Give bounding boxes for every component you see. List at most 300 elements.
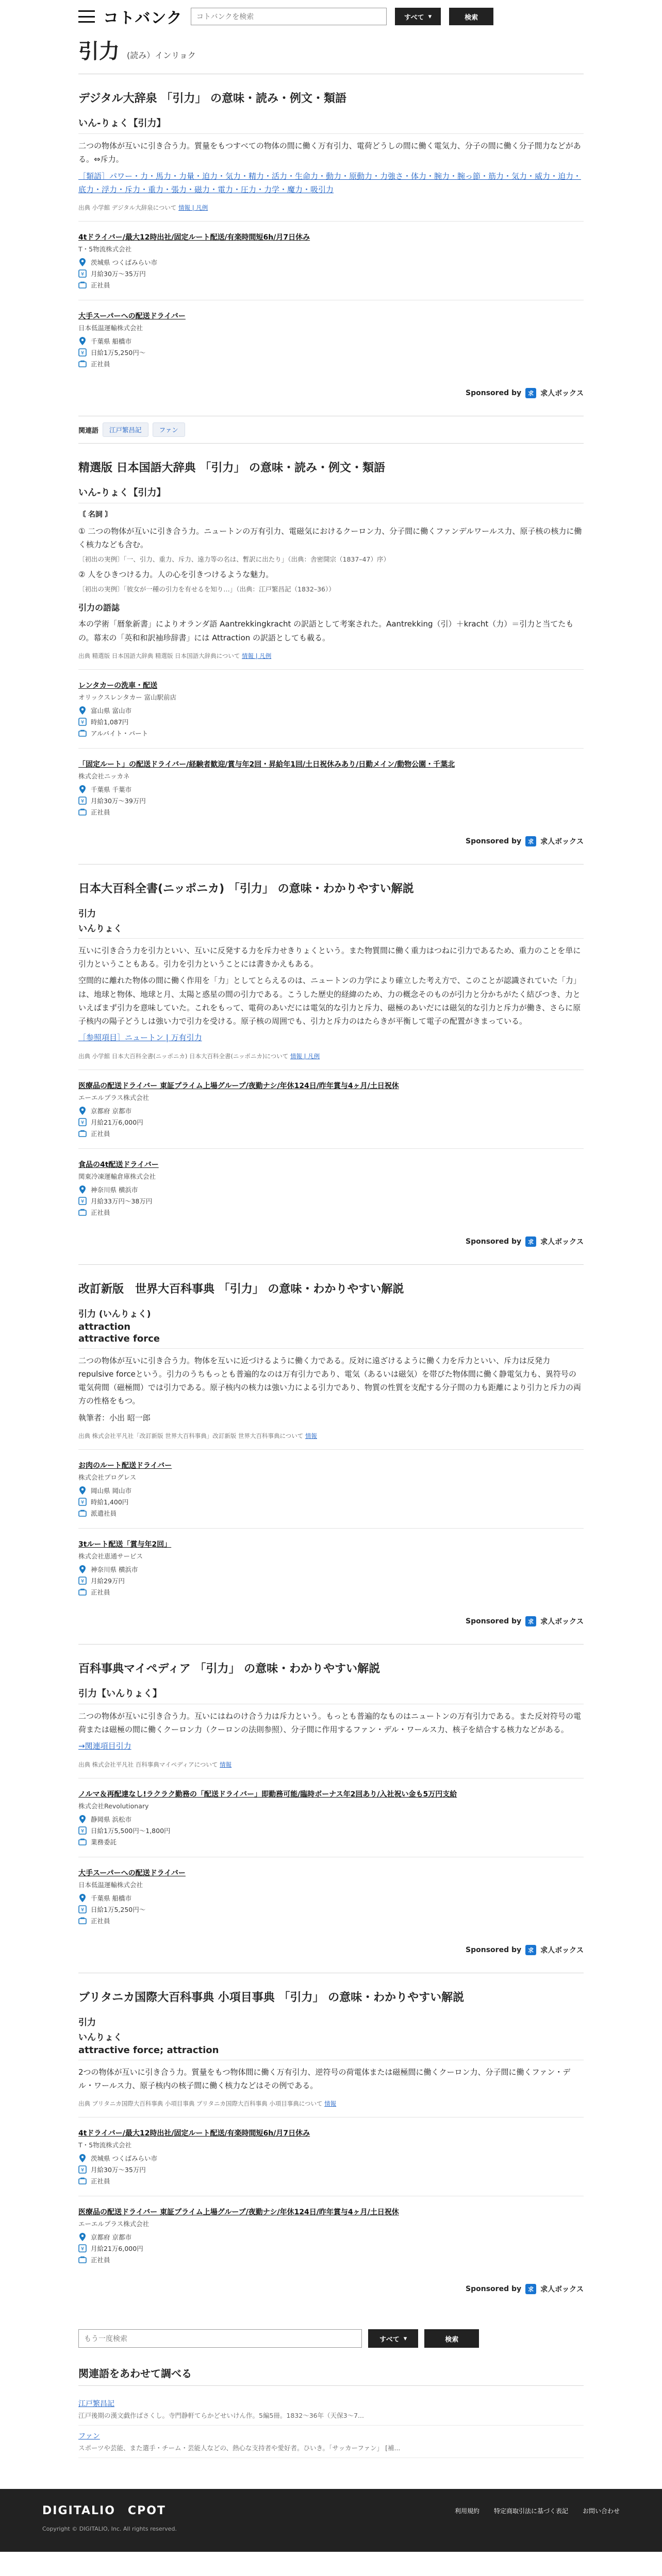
- chevron-down-icon: ▾: [403, 2334, 407, 2343]
- job-location-row: [78, 1565, 584, 1574]
- briefcase-icon: [78, 1129, 87, 1138]
- svg-text:¥: ¥: [80, 1907, 85, 1913]
- briefcase-icon: [78, 360, 87, 368]
- job-location-row: [78, 785, 584, 794]
- entry-source: [78, 204, 584, 212]
- map-pin-icon: [78, 337, 87, 345]
- job-location: 茨城県 つくばみらい市: [91, 259, 157, 266]
- see-also-links[interactable]: ［参照項目］ニュートン | 万有引力: [78, 1033, 202, 1043]
- map-pin-icon: [78, 1486, 87, 1495]
- job-location: 京都府 京都市: [91, 2233, 131, 2241]
- job-title[interactable]: お肉のルート配送ドライバー: [78, 1461, 172, 1470]
- definition-text: ② 人をひきつける力。人の心を引きつけるような魅力。: [78, 570, 274, 579]
- sponsor-credit[interactable]: [78, 1236, 584, 1247]
- yen-icon: [78, 1197, 87, 1205]
- author-credit: 執筆者：小出 昭一郎: [78, 1413, 151, 1422]
- job-location-row: [78, 1486, 584, 1495]
- yen-icon: [78, 1577, 87, 1585]
- job-location-row: [78, 258, 584, 267]
- headword: 引力: [78, 2017, 96, 2028]
- sponsor-label: Sponsored by: [466, 2285, 522, 2293]
- headword: いん‐りょく【引力】: [78, 485, 584, 503]
- footer-link-commerce[interactable]: 特定商取引法に基づく表記: [493, 2507, 568, 2515]
- job-salary: 日給1万5,250円〜: [91, 349, 146, 357]
- job-location: 富山県 富山市: [91, 706, 131, 715]
- kyujin-box-logo: 求: [525, 388, 536, 398]
- job-salary: 月給30万〜35万円: [91, 2166, 146, 2174]
- job-company: 日本低温運輸株式会社: [78, 1880, 143, 1889]
- chevron-down-icon: ▾: [428, 12, 432, 21]
- entry-title-source: 改訂新版 世界大百科事典: [78, 1282, 215, 1296]
- job-title[interactable]: 4tドライバー/最大12時出社/固定ルート配送/有楽時間短6h/月7日休み: [78, 233, 310, 242]
- search-scope-select[interactable]: [395, 8, 441, 25]
- entry-title-source: デジタル大辞泉: [78, 92, 157, 105]
- definition-text: 二つの物体が互いに引き合う力。質量をもつすべての物体の間に働く万有引力、電荷どうしの間に働く電気力、分子の間に働く分子間力などがある。⇔斥力。: [78, 141, 581, 164]
- svg-text:¥: ¥: [80, 272, 85, 277]
- footer-logos: [42, 2504, 166, 2517]
- job-company: エーエルプラス株式会社: [78, 1093, 150, 1101]
- bottom-search-input[interactable]: [78, 2329, 362, 2348]
- etymology-text: 本の学術「暦象新書」によりオランダ語 Aantrekkingkracht の訳語として考案された。Aantrekking（引）＋kracht（力）＝引力と当てたもの。幕末の「英和和訳袖珍辞書」には Attraction の訳語としても載る。: [78, 619, 574, 642]
- job-salary-row: [78, 348, 584, 357]
- footer-links: [455, 2506, 620, 2515]
- source-info-link[interactable]: 情報: [220, 1760, 232, 1768]
- job-type: 正社員: [91, 1917, 110, 1925]
- job-location-row: [78, 706, 584, 715]
- svg-text:¥: ¥: [80, 1499, 85, 1505]
- source-text: 出典 小学館 デジタル大辞泉について: [78, 204, 177, 211]
- definition-text: 二つの物体が互いに引き合う力。互いにはねのけ合う力は斥力という。もっとも普遍的なものはニュートンの万有引力である。また反対符号の電荷または磁極の間に働くクーロン力（クーロンの法則参照）、分子間に作用するファン・デル・ワールス力、核子を結合する核力などがある。: [78, 1711, 582, 1734]
- entry-body: [78, 1354, 584, 1425]
- sponsor-brand: 求人ボックス: [540, 389, 584, 398]
- source-info-link[interactable]: 情報: [305, 1432, 317, 1439]
- page-heading: [78, 27, 584, 74]
- map-pin-icon: [78, 258, 87, 266]
- yen-icon: [78, 718, 87, 726]
- job-title[interactable]: 3tルート配送「賞与年2回」: [78, 1540, 172, 1549]
- menu-icon[interactable]: [78, 10, 95, 23]
- entry-body: [78, 509, 584, 645]
- job-ads: [78, 1449, 584, 1626]
- definition-text: 二つの物体が互いに引き合う力。物体を互いに近づけるように働く力である。反対に遠ざけるように働く力を斥力といい、斥力は反発力repulsive forceという。引力のうちもっとも普遍的なのは万有引力であり、電気（あるいは磁気）を帯びた物体間に働く静電気力も、異符号の電気荷間（磁極間）では引力である。原子核内の核力は強い力による引力であり、物質の性質を支配する分子間の力も距離により引力と斥力の両方の性格をもつ。: [78, 1355, 582, 1406]
- job-salary: 月給29万円: [91, 1577, 125, 1585]
- job-location-row: [78, 2232, 584, 2242]
- job-type-row: [78, 2255, 584, 2264]
- job-salary-row: [78, 1905, 584, 1914]
- map-pin-icon: [78, 1565, 87, 1573]
- entry-sekai-daihyakka: [78, 1265, 584, 1645]
- source-info-link[interactable]: 情報: [324, 2100, 337, 2107]
- entry-nipponica: [78, 865, 584, 1265]
- job-card[interactable]: [78, 2196, 584, 2275]
- map-pin-icon: [78, 785, 87, 793]
- entry-title-term: 「引力」: [218, 1282, 264, 1296]
- briefcase-icon: [78, 729, 87, 737]
- job-salary: 月給21万6,000円: [91, 1118, 143, 1126]
- job-location-row: [78, 1106, 584, 1115]
- related-section-title: 関連語をあわせて調べる: [78, 2365, 584, 2386]
- sponsor-brand: 求人ボックス: [540, 1946, 584, 1955]
- sponsor-credit[interactable]: [78, 2284, 584, 2294]
- sponsor-brand: 求人ボックス: [540, 1238, 584, 1246]
- job-salary: 日給1万5,250円〜: [91, 1905, 146, 1913]
- job-title[interactable]: ノルマ＆再配達なし!ラクラク勤務の「配送ドライバー」即勤務可能/臨時ボーナス年2回あり/入社祝い金も5万円支給: [78, 1790, 457, 1799]
- job-type-row: [78, 728, 584, 738]
- map-pin-icon: [78, 1107, 87, 1115]
- entry-body: [78, 2065, 584, 2093]
- svg-text:¥: ¥: [80, 1198, 85, 1205]
- job-type: 正社員: [91, 360, 110, 368]
- job-salary: 月給33万円〜38万円: [91, 1197, 153, 1205]
- source-text: 出典 小学館 日本大百科全書(ニッポニカ) 日本大百科全書(ニッポニカ)について: [78, 1052, 289, 1060]
- job-type-row: [78, 1509, 584, 1518]
- job-location-row: [78, 1893, 584, 1903]
- source-text: 出典 ブリタニカ国際大百科事典 小項目事典 ブリタニカ国際大百科事典 小項目事典について: [78, 2100, 323, 2107]
- source-text: 出典 精選版 日本国語大辞典 精選版 日本国語大辞典について: [78, 652, 240, 659]
- headword: 引力【いんりょく】: [78, 1686, 584, 1704]
- cpot-logo[interactable]: CPOT: [127, 2504, 166, 2517]
- job-card[interactable]: [78, 669, 584, 748]
- headword-reading: いんりょく: [78, 2032, 122, 2043]
- yen-icon: [78, 269, 87, 278]
- job-type-row: [78, 1129, 584, 1138]
- related-terms-label: 関連語: [78, 427, 99, 435]
- entry-title-term: 「引力」: [194, 1662, 240, 1675]
- related-term-tag[interactable]: ファン: [153, 422, 185, 437]
- job-location: 千葉県 船橋市: [91, 1894, 131, 1902]
- job-type: 正社員: [91, 2256, 110, 2264]
- entry-title: [78, 1660, 584, 1676]
- entry-title-suffix: の意味・わかりやすい解説: [277, 882, 414, 895]
- top-bar: [78, 6, 584, 27]
- job-location-row: [78, 1185, 584, 1194]
- job-card[interactable]: [78, 1070, 584, 1148]
- job-location-row: [78, 2154, 584, 2163]
- footer-link-contact[interactable]: お問い合わせ: [582, 2507, 620, 2515]
- sponsor-brand: 求人ボックス: [540, 2285, 584, 2294]
- headword: 引力: [78, 908, 96, 919]
- job-salary-row: [78, 1826, 584, 1835]
- entry-source: [78, 652, 584, 660]
- entry-source: [78, 2099, 584, 2108]
- yen-icon: [78, 796, 87, 805]
- entry-title: [78, 459, 584, 475]
- sponsor-label: Sponsored by: [466, 1617, 522, 1625]
- related-terms-section: [78, 2365, 584, 2458]
- sponsor-brand: 求人ボックス: [540, 1617, 584, 1626]
- site-footer: [0, 2489, 662, 2552]
- job-type-row: [78, 1587, 584, 1597]
- search-scope-label: すべて: [379, 2335, 400, 2344]
- job-salary: 月給30万〜35万円: [91, 270, 146, 278]
- entry-source: [78, 1052, 584, 1060]
- entry-title-term: 「引力」: [200, 462, 245, 474]
- source-text: 出典 株式会社平凡社 百科事典マイペディアについて: [78, 1760, 218, 1768]
- related-term-tag[interactable]: 江戸繁昌記: [103, 422, 148, 437]
- entry-mypedia: [78, 1645, 584, 1973]
- sponsor-credit[interactable]: [78, 1945, 584, 1955]
- entry-title-suffix: の意味・読み・例文・類語: [210, 92, 347, 105]
- yen-icon: [78, 1826, 87, 1835]
- entry-title-term: 「引力」: [278, 1991, 324, 2004]
- briefcase-icon: [78, 281, 87, 289]
- part-of-speech: 〘 名詞 〙: [78, 511, 112, 519]
- headword-english: attraction: [78, 1321, 131, 1332]
- entry-title-suffix: の意味・わかりやすい解説: [328, 1991, 465, 2004]
- job-salary-row: [78, 1196, 584, 1206]
- job-title[interactable]: 大手スーパーへの配送ドライバー: [78, 1869, 186, 1877]
- entry-title-term: 「引力」: [161, 92, 207, 105]
- entry-title: [78, 880, 584, 896]
- job-location: 神奈川県 横浜市: [91, 1565, 138, 1573]
- citation-note: 〔初出の実例〕「一、引力、重力、斥力、遠力等の名は、暫訳に出たり」（出典：舎密開宗（1837–47）序）: [78, 555, 390, 563]
- kyujin-box-logo: 求: [525, 836, 536, 846]
- job-type-row: [78, 280, 584, 290]
- entry-body: [78, 139, 584, 196]
- briefcase-icon: [78, 1208, 87, 1216]
- entry-source: [78, 1432, 584, 1440]
- related-term-link[interactable]: 江戸繁昌記: [78, 2400, 114, 2408]
- job-card[interactable]: [78, 1449, 584, 1528]
- job-card[interactable]: [78, 2117, 584, 2196]
- job-ads: [78, 2117, 584, 2294]
- entry-title-source: ブリタニカ国際大百科事典 小項目事典: [78, 1991, 275, 2004]
- job-type: 正社員: [91, 1129, 110, 1138]
- job-card[interactable]: [78, 221, 584, 300]
- job-title[interactable]: 4tドライバー/最大12時出社/固定ルート配送/有楽時間短6h/月7日休み: [78, 2129, 310, 2138]
- search-scope-label: すべて: [404, 13, 424, 22]
- source-info-link[interactable]: 情報 | 凡例: [178, 204, 208, 211]
- yen-icon: [78, 2165, 87, 2174]
- job-ads: [78, 1070, 584, 1247]
- job-company: 関東冷凍運輸倉庫株式会社: [78, 1172, 156, 1180]
- job-title[interactable]: 医療品の配送ドライバー 東証プライム上場グループ/夜勤ナシ/年休124日/昨年賞与4ヶ月/土日祝休: [78, 2208, 399, 2216]
- synonym-links[interactable]: ［類語］パワー・力・馬力・力量・迫力・気力・精力・活力・生命力・動力・原動力・力強さ・体力・腕力・腕っ節・筋力・気力・威力・迫力・底力・浮力・斥力・重力・張力・磁力・電力・圧力・力学・魔力・吸引力: [78, 171, 582, 194]
- briefcase-icon: [78, 2177, 87, 2185]
- job-salary: 月給30万〜39万円: [91, 796, 146, 805]
- yen-icon: [78, 1498, 87, 1506]
- job-location: 静岡県 浜松市: [91, 1815, 131, 1823]
- entry-britannica: [78, 1973, 584, 2312]
- job-type: 正社員: [91, 2177, 110, 2185]
- job-title[interactable]: レンタカーの洗車・配送: [78, 681, 158, 690]
- bottom-search-bar: [78, 2312, 584, 2365]
- related-term-item[interactable]: [78, 2426, 584, 2458]
- job-card[interactable]: [78, 1528, 584, 1607]
- sponsor-brand: 求人ボックス: [540, 837, 584, 846]
- entry-source: [78, 1760, 584, 1769]
- definition-text: 互いに引き合う力を引力といい、互いに反発する力を斥力せきりょくという。また物質間に働く重力はつねに引力であるため、重力のことを単に引力ということもある。引力を引力ということには書きかえもある。: [78, 945, 581, 969]
- briefcase-icon: [78, 2256, 87, 2264]
- job-salary-row: [78, 1117, 584, 1127]
- job-company: オリックスレンタカー 富山駅前店: [78, 693, 177, 701]
- job-salary-row: [78, 2165, 584, 2174]
- entry-digital-daijisen: [78, 74, 584, 416]
- job-location: 千葉県 船橋市: [91, 337, 131, 345]
- job-location-row: [78, 336, 584, 346]
- job-type-row: [78, 1837, 584, 1846]
- map-pin-icon: [78, 2233, 87, 2241]
- job-type: 正社員: [91, 281, 110, 289]
- source-info-link[interactable]: 情報 | 凡例: [290, 1052, 320, 1060]
- job-card[interactable]: [78, 748, 584, 827]
- map-pin-icon: [78, 706, 87, 715]
- search-input[interactable]: [191, 8, 387, 25]
- briefcase-icon: [78, 808, 87, 816]
- yen-icon: [78, 348, 87, 357]
- svg-text:¥: ¥: [80, 350, 85, 356]
- svg-text:¥: ¥: [80, 1578, 85, 1584]
- job-company: T・5物流株式会社: [78, 245, 132, 253]
- briefcase-icon: [78, 1838, 87, 1846]
- copyright: Copyright © DIGITALIO, Inc. All rights reserved.: [42, 2526, 177, 2532]
- job-type-row: [78, 1208, 584, 1217]
- entry-title-term: 「引力」: [228, 882, 274, 895]
- svg-text:¥: ¥: [80, 798, 85, 804]
- job-type: アルバイト・パート: [91, 729, 148, 737]
- job-salary: 時給1,087円: [91, 718, 129, 726]
- job-location: 茨城県 つくばみらい市: [91, 2155, 157, 2162]
- sponsor-credit[interactable]: [78, 1616, 584, 1626]
- etymology-heading: 引力の語誌: [78, 603, 120, 613]
- job-ads: [78, 669, 584, 846]
- job-card[interactable]: [78, 300, 584, 379]
- entry-title: [78, 1989, 584, 2005]
- yen-icon: [78, 1118, 87, 1126]
- sponsor-credit[interactable]: [78, 836, 584, 846]
- job-type-row: [78, 2176, 584, 2185]
- sponsor-label: Sponsored by: [466, 837, 522, 845]
- job-title[interactable]: 大手スーパーへの配送ドライバー: [78, 312, 186, 320]
- entry-body: [78, 944, 584, 1045]
- job-card[interactable]: [78, 1148, 584, 1227]
- footer-link-terms[interactable]: 利用規約: [454, 2507, 479, 2515]
- job-company: エーエルプラス株式会社: [78, 2220, 150, 2228]
- sponsor-label: Sponsored by: [466, 1237, 522, 1246]
- bottom-search-scope-select[interactable]: [368, 2329, 418, 2348]
- svg-text:¥: ¥: [80, 2167, 85, 2173]
- svg-text:¥: ¥: [80, 1120, 85, 1126]
- bottom-search-button[interactable]: 検索: [424, 2329, 479, 2348]
- source-info-link[interactable]: 情報 | 凡例: [242, 652, 272, 659]
- headword: いん‐りょく【引力】: [78, 116, 584, 134]
- svg-text:¥: ¥: [80, 719, 85, 725]
- footer-row: [42, 2504, 620, 2517]
- headword-english: attractive force: [78, 1333, 584, 1349]
- definition-text: 空間的に離れた物体の間に働く作用を「力」としてとらえるのは、ニュートンの力学により確立した考え方で、このことが認識されていた「力」は、地球と物体、地球と月、太陽と惑星の間の引力である。こうした歴史的経緯のため、力の概念そのものが引力と分かちがたく結びつき、力といえばまず引力を意味していた。これをもって、電荷のあいだには電気的な引力と斥力、磁極のあいだには磁気的な引力と斥力が働き、さらに原子核内の陽子どうしは強い力で引力を受ける。原子核の周囲でも、引力と斥力のはたらきが平衡して電子の配置がきまっている。: [78, 976, 581, 1026]
- briefcase-icon: [78, 1588, 87, 1596]
- job-type-row: [78, 807, 584, 817]
- headword-reading: いんりょく: [78, 921, 584, 939]
- job-type: 正社員: [91, 808, 110, 816]
- briefcase-icon: [78, 1509, 87, 1517]
- related-term-link[interactable]: ファン: [78, 2432, 100, 2441]
- main-content: [78, 74, 584, 2458]
- job-location: 京都府 京都市: [91, 1107, 131, 1115]
- job-card[interactable]: [78, 1857, 584, 1936]
- map-pin-icon: [78, 1185, 87, 1194]
- job-salary-row: [78, 796, 584, 805]
- sponsor-credit[interactable]: [78, 388, 584, 398]
- job-title[interactable]: 「固定ルート」の配送ドライバー/経験者歓迎/賞与年2回・昇給年1回/土日祝休みあり/日勤メイン/動物公園・千葉北: [78, 760, 455, 769]
- entry-title: [78, 90, 584, 106]
- related-item-link[interactable]: →関連項目引力: [78, 1741, 131, 1751]
- job-location: 千葉県 千葉市: [91, 785, 131, 793]
- page-title: 引力: [78, 40, 120, 63]
- job-card[interactable]: [78, 1778, 584, 1857]
- site-header: [78, 0, 584, 74]
- related-term-item[interactable]: [78, 2393, 584, 2426]
- job-location: 岡山県 岡山市: [91, 1486, 131, 1495]
- job-company: 株式会社プログレス: [78, 1473, 137, 1481]
- source-text: 出典 株式会社平凡社「改訂新版 世界大百科事典」改訂新版 世界大百科事典について: [78, 1432, 304, 1439]
- definition-text: 2つの物体が互いに引き合う力。質量をもつ物体間に働く万有引力、逆符号の荷電体または磁極間に働くクーロン力、分子間に働くファン・デル・ワールス力、原子核内の核子間に働く核力などはその例である。: [78, 2067, 571, 2090]
- entry-title-source: 精選版 日本国語大辞典: [78, 462, 196, 474]
- job-salary-row: [78, 1497, 584, 1506]
- svg-text:¥: ¥: [80, 2246, 85, 2252]
- entry-title-suffix: の意味・読み・例文・類語: [249, 462, 386, 474]
- map-pin-icon: [78, 1815, 87, 1823]
- job-location-row: [78, 1815, 584, 1824]
- site-logo[interactable]: コトバンク: [103, 9, 183, 27]
- yen-icon: [78, 1905, 87, 1913]
- job-company: 日本低温運輸株式会社: [78, 324, 143, 332]
- entry-nihon-kokugo: [78, 444, 584, 865]
- job-salary-row: [78, 717, 584, 726]
- entry-title-source: 日本大百科全書(ニッポニカ): [78, 882, 225, 895]
- job-type: 業務委託: [91, 1838, 117, 1846]
- svg-text:¥: ¥: [80, 1828, 85, 1834]
- kyujin-box-logo: 求: [525, 1236, 536, 1247]
- kyujin-box-logo: 求: [525, 1945, 536, 1955]
- entry-title: [78, 1280, 584, 1296]
- headword-english: attractive force; attraction: [78, 2045, 584, 2060]
- related-term-description: スポーツや芸能、また選手・チーム・芸能人などの、熱心な支持者や愛好者。ひいき。「サッカーファン」 [補...: [78, 2444, 401, 2452]
- job-salary-row: [78, 269, 584, 278]
- entry-title-suffix: の意味・わかりやすい解説: [268, 1282, 404, 1296]
- sponsor-label: Sponsored by: [466, 1945, 522, 1954]
- job-title[interactable]: 医療品の配送ドライバー 東証プライム上場グループ/夜勤ナシ/年休124日/昨年賞与4ヶ月/土日祝休: [78, 1081, 399, 1090]
- sponsor-label: Sponsored by: [466, 389, 522, 397]
- digitalio-logo[interactable]: DIGITALIO: [42, 2504, 115, 2517]
- job-company: 株式会社ニッカネ: [78, 772, 130, 780]
- job-salary: 時給1,400円: [91, 1498, 129, 1506]
- search-button[interactable]: 検索: [449, 8, 493, 25]
- job-type: 派遣社員: [91, 1509, 117, 1517]
- job-salary: 月給21万6,000円: [91, 2245, 143, 2252]
- job-company: T・5物流株式会社: [78, 2141, 132, 2149]
- job-location: 神奈川県 横浜市: [91, 1185, 138, 1194]
- job-salary-row: [78, 1576, 584, 1585]
- job-salary-row: [78, 2244, 584, 2253]
- definition-text: ① 二つの物体が互いに引き合う力。ニュートンの万有引力、電磁気におけるクーロン力、分子間に働くファンデルワールス力、原子核の核力に働く核力なども含む。: [78, 526, 582, 549]
- related-term-description: 江戸後期の漢文戯作ばさくし。寺門静軒てらかどせいけん作。5編5冊。1832〜36年（天保3〜7...: [78, 2412, 364, 2419]
- page-reading: (読み）インリョク: [127, 50, 196, 60]
- job-ads: [78, 221, 584, 398]
- entry-title-suffix: の意味・わかりやすい解説: [244, 1662, 380, 1675]
- headword: 引力 (いんりょく): [78, 1309, 151, 1319]
- yen-icon: [78, 2244, 87, 2252]
- job-type-row: [78, 1916, 584, 1925]
- map-pin-icon: [78, 2154, 87, 2162]
- briefcase-icon: [78, 1917, 87, 1925]
- job-type: 正社員: [91, 1208, 110, 1216]
- citation-note: 〔初出の実例〕「彼女が一種の引力を有せるを知り…」（出典：江戸繁昌記（1832–36））: [78, 585, 335, 594]
- job-title[interactable]: 食品の4t配送ドライバー: [78, 1160, 159, 1169]
- kyujin-box-logo: 求: [525, 2284, 536, 2294]
- map-pin-icon: [78, 1894, 87, 1902]
- related-terms-bar: [78, 416, 584, 444]
